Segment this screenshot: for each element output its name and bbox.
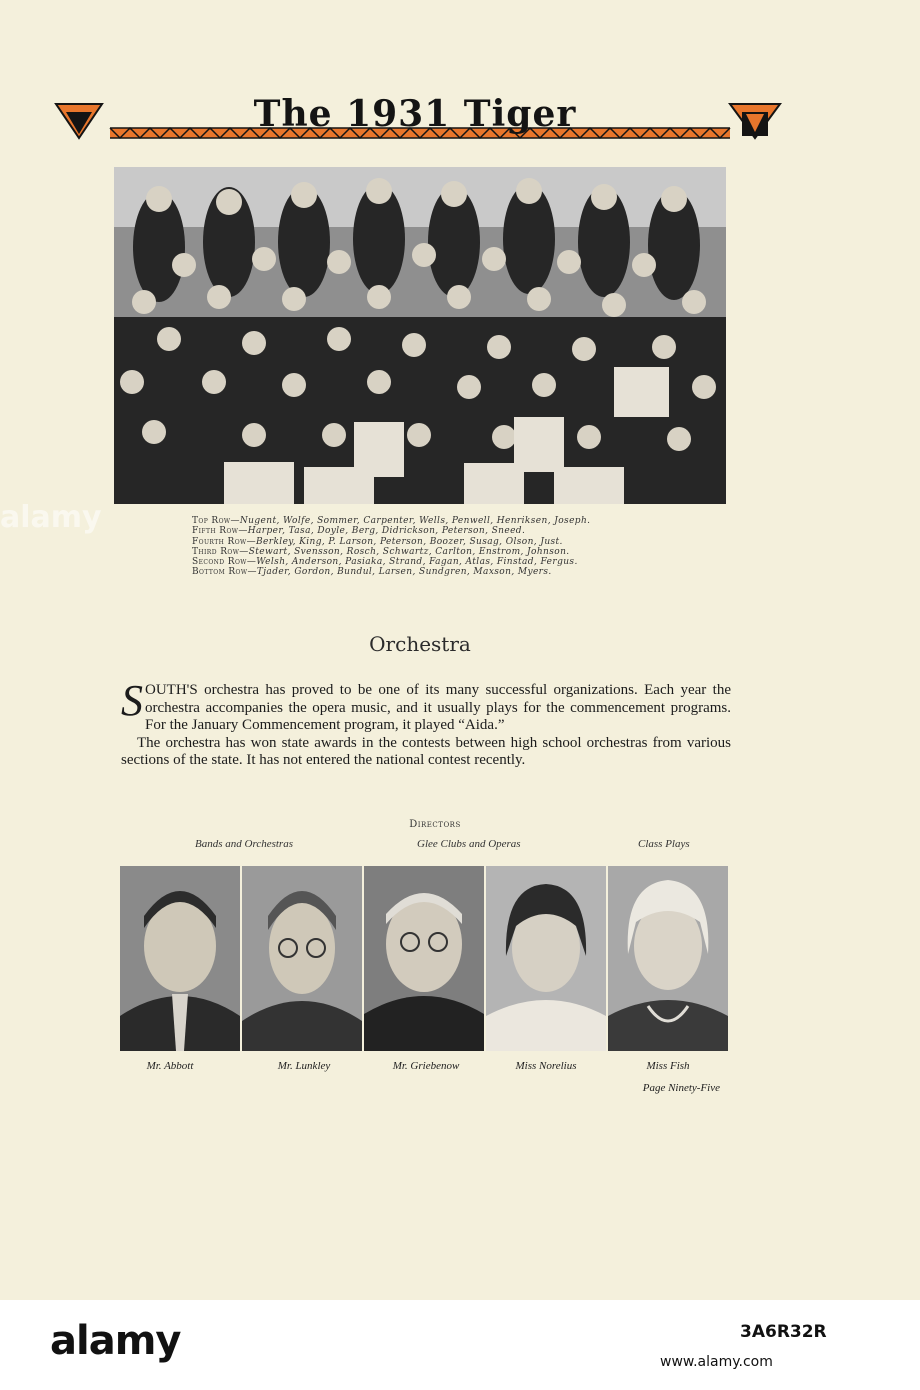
caption-row: Top Row—Nugent, Wolfe, Sommer, Carpenter, Wells, Penwell, Henriksen, Joseph. xyxy=(192,516,591,526)
caption-row: Second Row—Welsh, Anderson, Pasiaka, Strand, Fagan, Atlas, Finstad, Fergus. xyxy=(192,557,578,568)
portrait-griebenow xyxy=(364,866,484,1051)
caption-row: Fourth Row—Berkley, King, P. Larson, Peterson, Boozer, Susag, Olson, Just. xyxy=(192,536,563,547)
portrait-abbott xyxy=(120,866,240,1051)
category-bands-orchestras: Bands and Orchestras xyxy=(195,838,293,850)
name-fish: Miss Fish xyxy=(646,1060,690,1072)
caption-row: Bottom Row—Tjader, Gordon, Bundul, Larsen, Sundgren, Maxson, Myers. xyxy=(192,567,552,578)
stock-watermark: alamy xyxy=(0,500,102,535)
name-abbott: Mr. Abbott xyxy=(146,1060,194,1072)
caption-row: Fifth Row—Harper, Tasa, Doyle, Berg, Didrickson, Peterson, Sneed. xyxy=(192,526,526,537)
drop-cap: S xyxy=(121,676,143,725)
page-number: Page Ninety-Five xyxy=(642,1082,720,1094)
article-body xyxy=(121,676,731,770)
name-norelius: Miss Norelius xyxy=(515,1060,577,1072)
portrait-norelius xyxy=(486,866,606,1051)
paragraph-2: The orchestra has won state awards in the contests between high school orchestras from various sections of the state. It has not entered the national contest recently. xyxy=(121,734,731,769)
photo-caption xyxy=(192,516,672,578)
stock-logo: alamy xyxy=(50,1318,181,1364)
group-photo-figures xyxy=(114,167,726,504)
name-griebenow: Mr. Griebenow xyxy=(392,1060,460,1072)
image-id: 3A6R32R xyxy=(740,1322,827,1342)
page-title: The 1931 Tiger xyxy=(253,93,577,135)
portrait-lunkley xyxy=(242,866,362,1051)
name-lunkley: Mr. Lunkley xyxy=(277,1060,331,1072)
orchestra-group-photo xyxy=(114,167,726,504)
paragraph-1: SOUTH'S orchestra has proved to be one of its many successful organizations. Each year the orchestra accompanies the opera music, and it usually plays for the commencement programs. For the January Commencement program, it played “Aida.” xyxy=(121,676,731,734)
section-title: Orchestra xyxy=(369,632,471,656)
portrait-fish xyxy=(608,866,728,1051)
category-class-plays: Class Plays xyxy=(638,838,690,850)
category-glee-clubs-operas: Glee Clubs and Operas xyxy=(417,838,521,850)
director-portraits xyxy=(120,866,728,1052)
directors-heading: Directors xyxy=(409,819,461,830)
caption-row: Third Row—Stewart, Svensson, Rosch, Schwartz, Carlton, Enstrom, Johnson. xyxy=(192,546,570,557)
stock-url: www.alamy.com xyxy=(660,1354,773,1370)
